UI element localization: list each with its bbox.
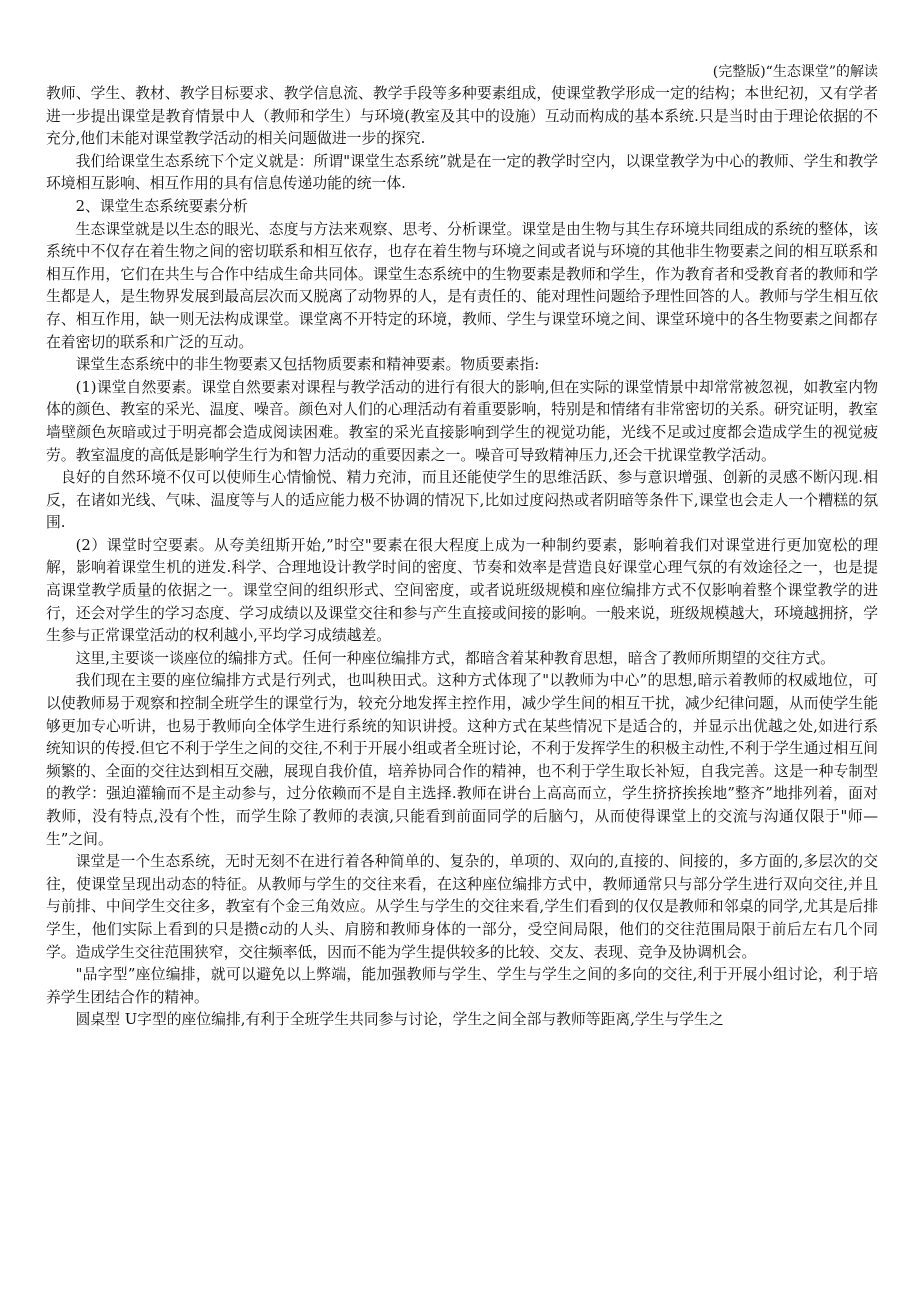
paragraph: 课堂生态系统中的非生物要素又包括物质要素和精神要素。物质要素指: (75, 356, 540, 374)
paragraph: "品字型”座位编排，就可以避免以上弊端，能加强教师与学生、学生与学生之间的多向的交往,利于开展小组讨论，利于培养学生团结合作的精神。 (46, 966, 878, 1006)
paragraph: 这里,主要谈一谈座位的编排方式。任何一种座位编排方式，都暗含着某种教育思想，暗含了教师所期望的交往方式。 (75, 649, 835, 667)
paragraph: 圆桌型 U字型的座位编排,有利于全班学生共同参与讨论，学生之间全部与教师等距离,学生与学生之 (75, 1011, 724, 1029)
paragraph: 生态课堂就是以生态的眼光、态度与方法来观察、思考、分析课堂。课堂是由生物与其生存环境共同组成的系统的整体，该系统中不仅存在着生物之间的密切联系和相互依存，也存在着生物与环境之间或者说与环境的其他非生物要素之间的相互联系和相互作用，它们在共生与合作中结成生命共同体。课堂生态系统中的生物要素是教师和学生，作为教育者和受教育者的教师和学生都是人，是生物界发展到最高层次而又脱离了动物界的人，是有责任的、能对理性问题给予理性回答的人。教师与学生相互依存、相互作用，缺一则无法构成课堂。课堂离不开特定的环境，教师、学生与课堂环境之间、课堂环境中的各生物要素之间都存在着密切的联系和广泛的互动。 (46, 220, 878, 351)
paragraph: (1)课堂自然要素。课堂自然要素对课程与教学活动的进行有很大的影响,但在实际的课堂情景中却常常被忽视，如教室内物体的颜色、教室的采光、温度、噪音。颜色对人们的心理活动有着重要影响，特别是和情绪有非常密切的关系。研究证明，教室墙壁颜色灰暗或过于明亮都会造成阅读困难。教室的采光直接影响到学生的视觉功能，光线不足或过度都会造成学生的视觉疲劳。教室温度的高低是影响学生行为和智力活动的重要因素之一。噪音可导致精神压力,还会干扰课堂教学活动。 (46, 378, 878, 464)
paragraph: 良好的自然环境不仅可以使师生心情愉悦、精力充沛，而且还能使学生的思维活跃、参与意识增强、创新的灵感不断闪现.相反，在诸如光线、气味、温度等与人的适应能力极不协调的情况下,比如过度闷热或者阴暗等条件下,课堂也会走人一个糟糕的氛围. (46, 469, 878, 532)
paragraph: 我们给课堂生态系统下个定义就是：所谓"课堂生态系统”就是在一定的教学时空内，以课堂教学为中心的教师、学生和教学环境相互影响、相互作用的具有信息传递功能的统一体. (46, 152, 878, 193)
paragraph: 教师、学生、教材、教学目标要求、教学信息流、教学手段等多种要素组成，使课堂教学形成一定的结构；本世纪初，又有学者进一步提出课堂是教育情景中人（教师和学生）与环境(教室及其中的设施）互动而构成的基本系统.只是当时由于理论依据的不充分,他们未能对课堂教学活动的相关问题做进一步的探究. (46, 85, 878, 148)
section-heading: 2、课堂生态系统要素分析 (75, 197, 248, 215)
paragraph: (2）课堂时空要素。从夸美纽斯开始,”时空"要素在很大程度上成为一种制约要素，影响着我们对课堂进行更加宽松的理解，影响着课堂生机的迸发.科学、合理地设计教学时间的密度、节奏和效率是营造良好课堂心理气氛的有效途径之一，也是提高课堂教学质量的依据之一。课堂空间的组织形式、空间密度，或者说班级规模和座位编排方式不仅影响着整个课堂教学的进行，还会对学生的学习态度、学习成绩以及课堂交往和参与产生直接或间接的影响。一般来说，班级规模越大，环境越拥挤，学生参与正常课堂活动的权利越小,平均学习成绩越差。 (46, 536, 878, 645)
paragraph: 课堂是一个生态系统，无时无刻不在进行着各种简单的、复杂的，单项的、双向的,直接的、间接的，多方面的,多层次的交往，使课堂呈现出动态的特征。从教师与学生的交往来看，在这种座位编排方式中，教师通常只与部分学生进行双向交往,并且与前排、中间学生交往多，教室有个金三角效应。从学生与学生的交往来看,学生们看到的仅仅是教师和邻桌的同学,尤其是后排学生，他们实际上看到的只是攒c动的人头、肩膀和教师身体的一部分，受空间局限，他们的交往范围局限于前后左右几个同学。造成学生交往范围狭窄，交往频率低，因而不能为学生提供较多的比较、交友、表现、竞争及协调机会。 (46, 853, 878, 961)
body-text (46, 83, 878, 1032)
document-page (46, 0, 878, 1302)
running-header: (完整版)“生态课堂”的解读 (712, 64, 878, 80)
paragraph: 我们现在主要的座位编排方式是行列式，也叫秧田式。这种方式体现了"以教师为中心”的思想,暗示着教师的权威地位，可以使教师易于观察和控制全班学生的课堂行为，较充分地发挥主控作用，减少学生间的相互干扰，减少纪律问题，从而使学生能够更加专心听讲，也易于教师向全体学生进行系统的知识讲授。这种方式在某些情况下是适合的，并显示出优越之处,如进行系统知识的传授.但它不利于学生之间的交往,不利于开展小组或者全班讨论，不利于发挥学生的积极主动性,不利于学生通过相互间频繁的、全面的交往达到相互交融，展现自我价值，培养协同合作的精神，也不利于学生取长补短，自我完善。这是一种专制型的教学：强迫灌输而不是主动参与，过分依赖而不是自主选择.教师在讲台上高高而立，学生挤挤挨挨地”整齐”地排列着，面对教师，没有特点,没有个性，而学生除了教师的表演,只能看到前面同学的后脑勺，从而使得课堂上的交流与沟通仅限于"师—生”之间。 (46, 672, 878, 848)
